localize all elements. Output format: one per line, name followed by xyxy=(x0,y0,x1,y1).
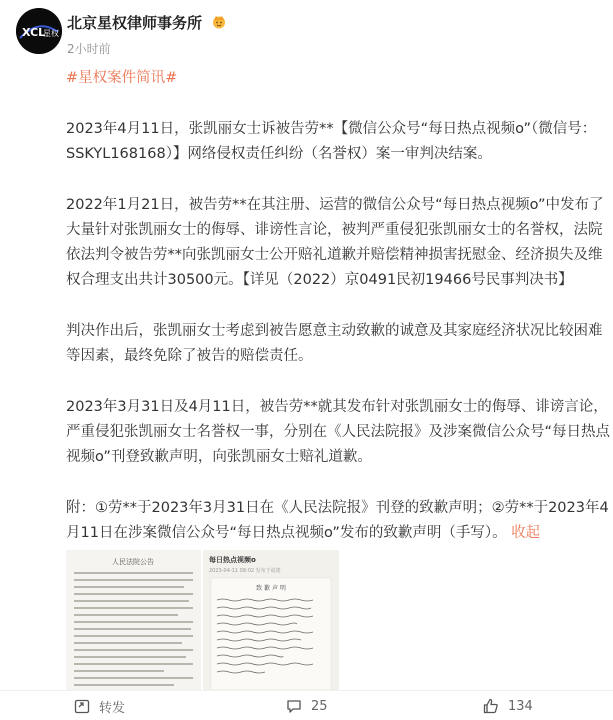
post-images xyxy=(66,550,612,690)
paragraph-3: 判决作出后，张凯丽女士考虑到被告愿意主动致歉的诚意及其家庭经济状况比较困难等因素，最终免除了被告的赔偿责任。 xyxy=(66,323,603,364)
verified-badge-icon xyxy=(211,14,227,30)
paragraph-2: 2022年1月21日，被告劳**在其注册、运营的微信公众号“每日热点视频o”中发布了大量针对张凯丽女士的侮辱、诽谤性言论，被判严重侵犯张凯丽女士的名誉权，法院依法判令被告劳**向张凯丽女士公开赔礼道歉并赔偿精神损害抚慰金、经济损失及维权合理支出共计30500元。【详见（2022）京0491民初19466号民事判决书】 xyxy=(66,197,604,288)
image-1-title: 人民法院公告 xyxy=(112,558,154,566)
paragraph-1: 2023年4月11日，张凯丽女士诉被告劳**【微信公众号“每日热点视频o”（微信号：SSKYL168168）】网络侵权责任纠纷（名誉权）案一审判决结案。 xyxy=(66,121,597,162)
post-time: 2小时前 xyxy=(67,42,111,56)
comment-icon xyxy=(285,697,303,715)
paragraph-5-text: 附：①劳**于2023年3月31日在《人民法院报》刊登的致歉声明；②劳**于2023年4月11日在涉案微信公众号“每日热点视频o”发布的致歉声明（手写）。 xyxy=(66,500,609,541)
image-newspaper-apology[interactable] xyxy=(66,550,201,690)
svg-text:XCL: XCL xyxy=(22,26,46,39)
like-count: 134 xyxy=(508,698,533,714)
image-handwritten-apology[interactable] xyxy=(203,550,339,690)
share-icon xyxy=(73,697,91,715)
action-bar xyxy=(0,690,613,720)
paragraph-4: 2023年3月31日及4月11日，被告劳**就其发布针对张凯丽女士的侮辱、诽谤言论，严重侵犯张凯丽女士名誉权一事，分别在《人民法院报》及涉案微信公众号“每日热点视频o”刊登致歉声明，向张凯丽女士赔礼道歉。 xyxy=(66,399,611,465)
repost-button[interactable] xyxy=(73,695,125,717)
author-name-text[interactable]: 北京星权律师事务所 xyxy=(67,14,203,32)
post-content xyxy=(66,62,612,546)
thumbs-up-icon xyxy=(482,697,500,715)
image-2-heading: 致 歉 声 明 xyxy=(256,585,286,592)
repost-label: 转发 xyxy=(99,700,126,716)
svg-text:星权: 星权 xyxy=(43,29,59,38)
like-button[interactable] xyxy=(482,695,533,717)
comment-count: 25 xyxy=(311,698,328,714)
collapse-link[interactable]: 收起 xyxy=(511,525,541,541)
post-header xyxy=(0,0,613,62)
avatar-logo-icon xyxy=(16,8,62,54)
image-2-meta: 2023-04-11 08:02 发布于福建 xyxy=(209,568,281,574)
image-2-title: 每日热点视频o xyxy=(209,556,256,564)
avatar[interactable] xyxy=(16,8,62,54)
author-name[interactable] xyxy=(67,12,227,33)
topic-tag[interactable]: #星权案件简讯# xyxy=(66,70,178,86)
comment-button[interactable] xyxy=(285,695,328,717)
paragraph-5 xyxy=(66,496,612,546)
